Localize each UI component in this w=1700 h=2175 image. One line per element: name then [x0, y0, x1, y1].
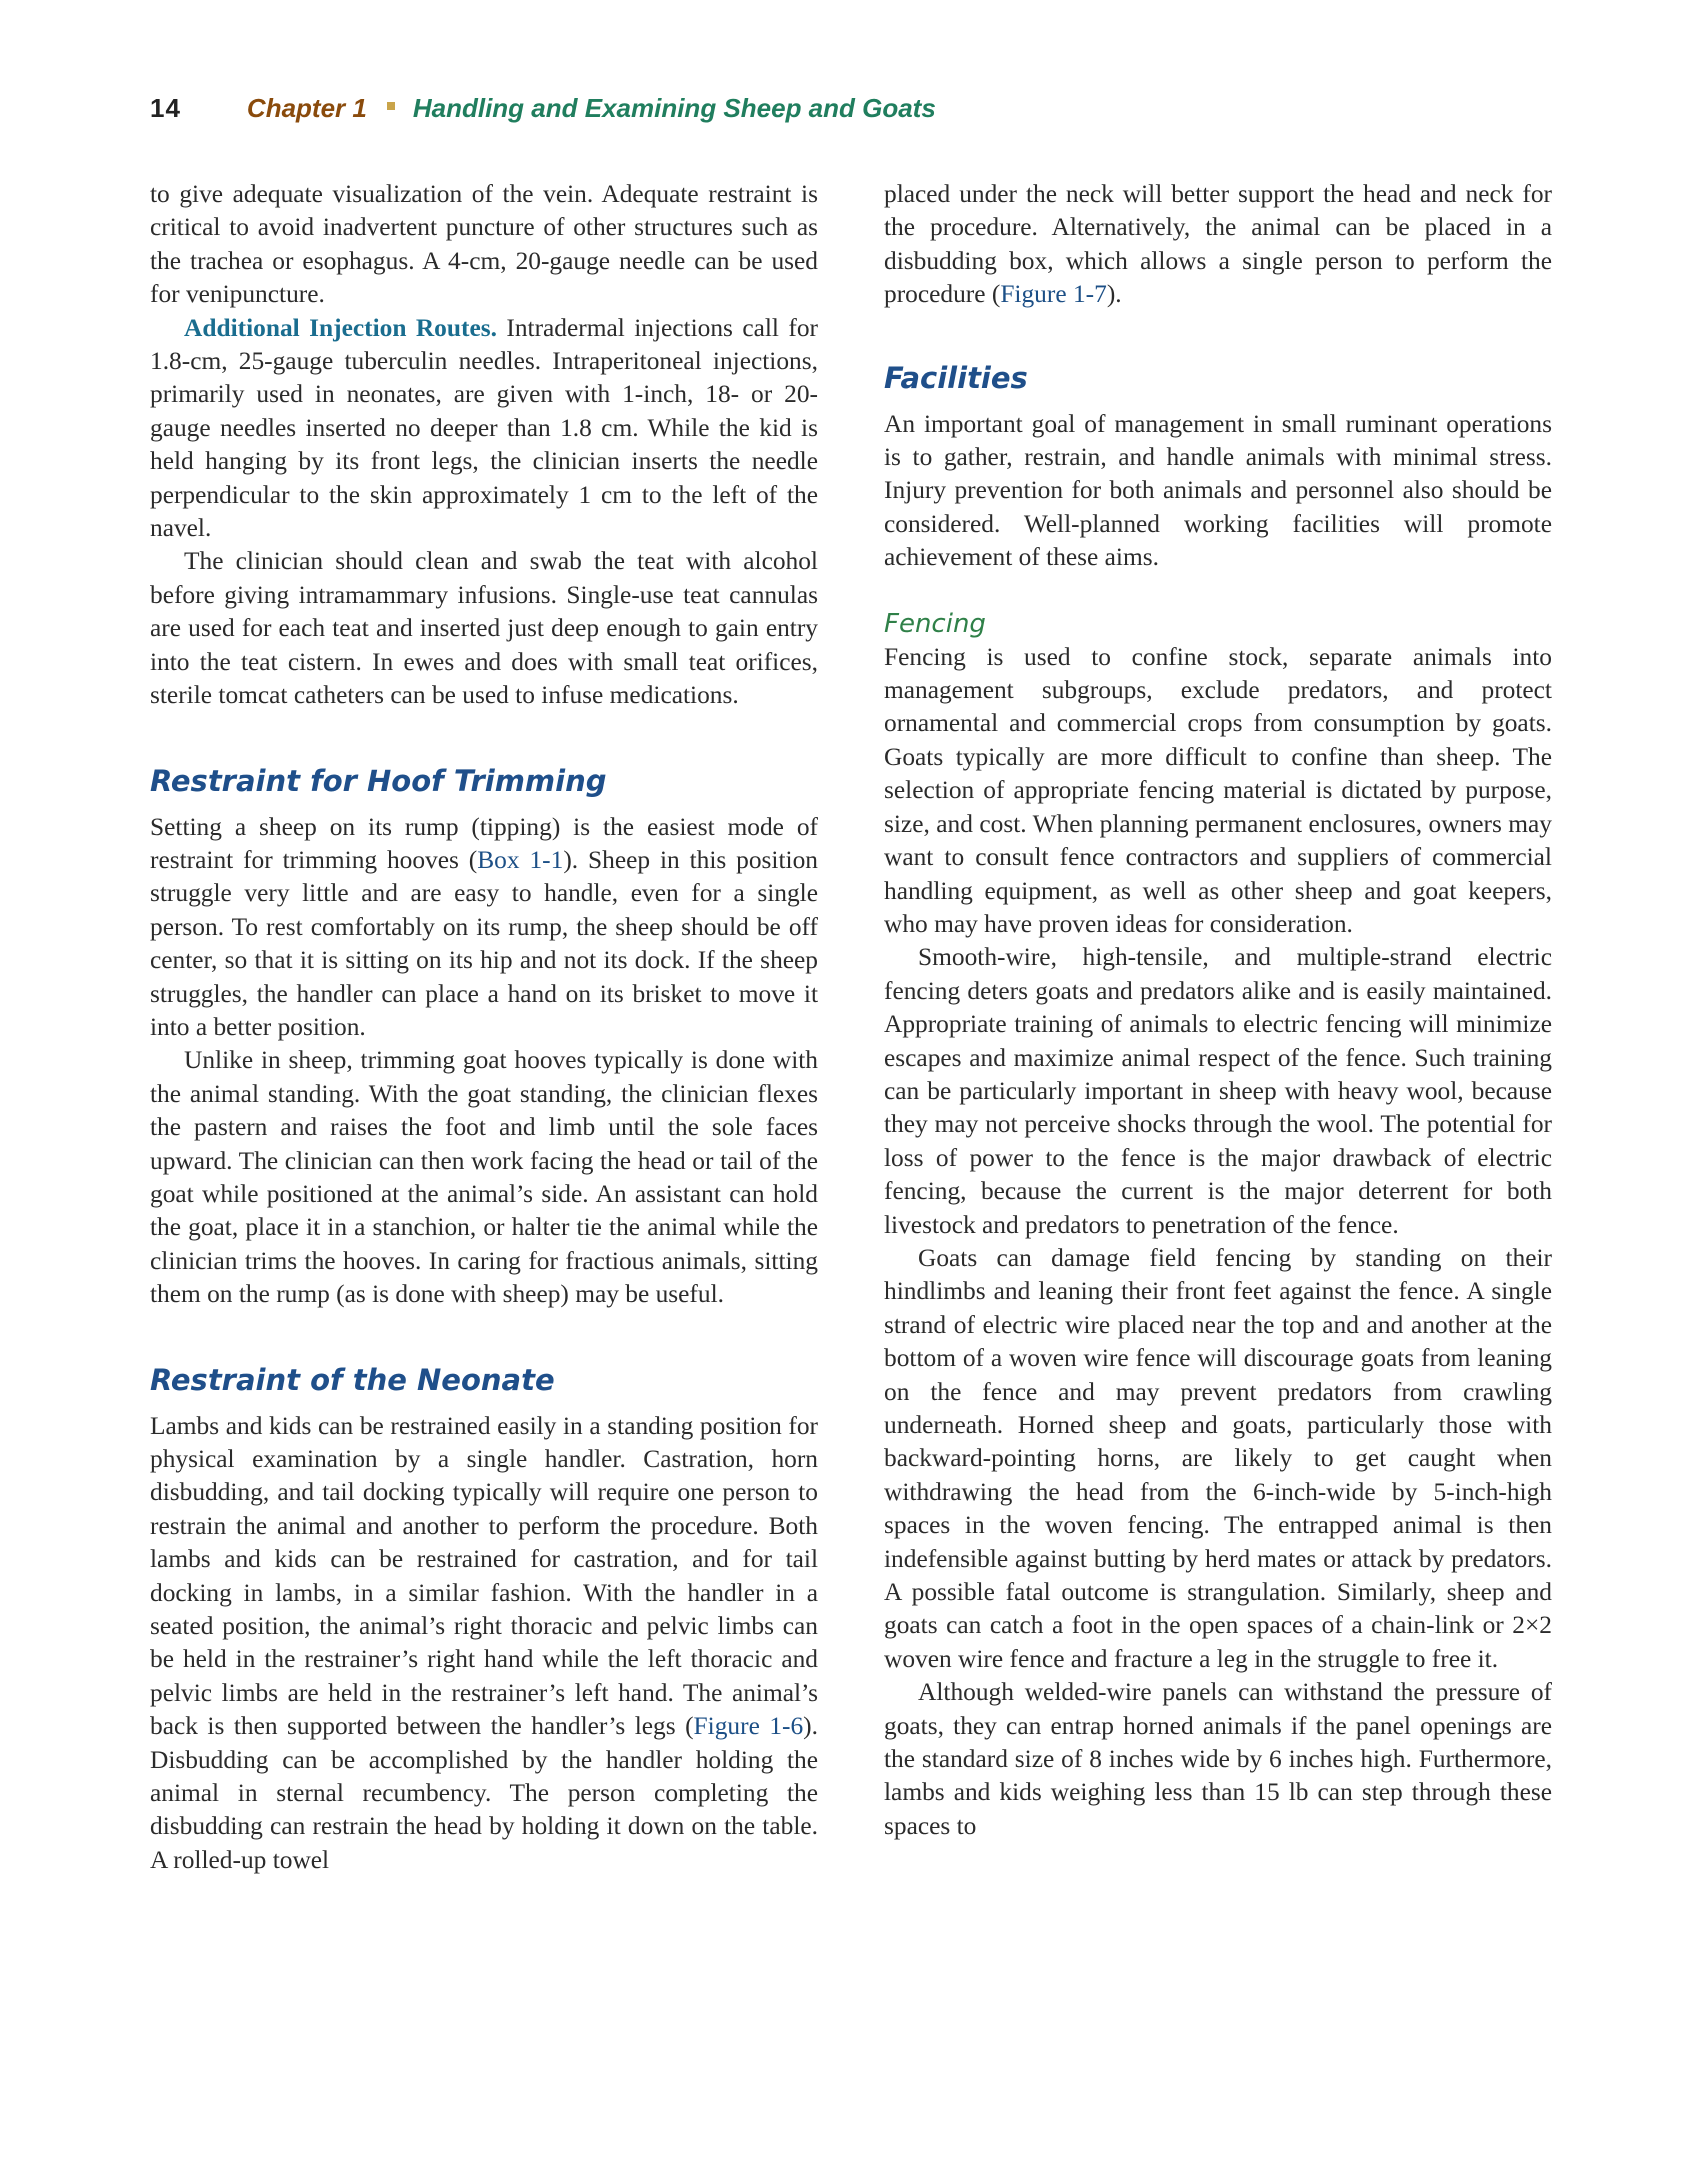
subsection-heading: Fencing [884, 608, 986, 639]
chapter-label: Chapter 1 [246, 92, 367, 123]
paragraph: Fencing is used to confine stock, separate animals into management subgroups, exclude predators, and protect ornamental and commercial crops from consumption by goats. Goats typically are more difficult to confine than sheep. The selection of appropriate fencing material is dictated by purpose, size, and cost. When planning permanent enclosures, owners may want to consult fence contractors and suppliers of commercial handling equipment, as well as other sheep and goat keepers, who may have proven ideas for consideration. [884, 642, 1552, 938]
left-column [150, 178, 818, 1877]
paragraph [884, 178, 1552, 312]
box-reference-link[interactable]: Box 1-1 [477, 845, 564, 874]
paragraph: The clinician should clean and swab the teat with alcohol before giving intramammary infusions. Single-use teat cannulas are used for each teat and inserted just deep enough to gain entry into the teat cistern. In ewes and does with small teat orifices, sterile tomcat catheters can be used to infuse medications. [150, 547, 818, 710]
paragraph [150, 312, 818, 546]
section-heading: Facilities [884, 360, 1028, 395]
paragraph-text: Setting a sheep on its rump (tipping) is the easiest mode of restraint for trimming hooves ( [150, 812, 818, 874]
paragraph-text: Intradermal injections call for 1.8-cm, 25-gauge tuberculin needles. Intraperitoneal injections, primarily used in neonates, are given with 1-inch, 18- or 20-gauge needles inserted no deeper than 1.8 cm. While the kid is held hanging by its front legs, the clinician inserts the needle perpendicular to the skin approximately 1 cm to the left of the navel. [150, 313, 818, 543]
figure-reference-link[interactable]: Figure 1-7 [1000, 280, 1107, 309]
page-number: 14 [150, 92, 181, 123]
chapter-title: Handling and Examining Sheep and Goats [412, 92, 936, 123]
bullet-separator-icon [387, 102, 395, 110]
paragraph: to give adequate visualization of the vein. Adequate restraint is critical to avoid inadvertent puncture of other structures such as the trachea or esophagus. A 4-cm, 20-gauge needle can be used for venipuncture. [150, 180, 818, 309]
paragraph-text: placed under the neck will better support the head and neck for the procedure. Alternatively, the animal can be placed in a disbudding box, which allows a single person to perform the procedure ( [884, 180, 1552, 309]
paragraph-text: Lambs and kids can be restrained easily in a standing position for physical examination by a single handler. Castration, horn disbudding, and tail docking typically will require one person to restrain the animal and another to perform the procedure. Both lambs and kids can be restrained for castration, and for tail docking in lambs, in a similar fashion. With the handler in a seated position, the animal’s right thoracic and pelvic limbs can be held in the restrainer’s right hand while the left thoracic and pelvic limbs are held in the restrainer’s left hand. The animal’s back is then supported between the handler’s legs ( [150, 1411, 818, 1741]
paragraph: Unlike in sheep, trimming goat hooves typically is done with the animal standing. With the goat standing, the clinician flexes the pastern and raises the foot and limb until the sole faces upward. The clinician can then work facing the head or tail of the goat while positioned at the animal’s side. An assistant can hold the goat, place it in a stanchion, or halter tie the animal while the clinician trims the hooves. In caring for fractious animals, sitting them on the rump (as is done with sheep) may be useful. [150, 1046, 818, 1309]
right-column [884, 178, 1552, 1843]
figure-reference-link[interactable]: Figure 1-6 [693, 1712, 804, 1741]
paragraph-text: ). [1106, 280, 1122, 309]
paragraph: Goats can damage field fencing by standing on their hindlimbs and leaning their front feet against the fence. A single strand of electric wire placed near the top and and another at the bottom of a woven wire fence will discourage goats from leaning on the fence and may prevent predators from crawling underneath. Horned sheep and goats, particularly those with backward-pointing horns, are likely to get caught when withdrawing the head from the 6-inch-wide by 5-inch-high spaces in the woven fencing. The entrapped animal is then indefensible against butting by herd mates or attack by predators. A possible fatal outcome is strangulation. Similarly, sheep and goats can catch a foot in the open spaces of a chain-link or 2×2 woven wire fence and fracture a leg in the struggle to free it. [884, 1243, 1552, 1673]
running-head [150, 86, 936, 130]
paragraph: Smooth-wire, high-tensile, and multiple-strand electric fencing deters goats and predators alike and is easily maintained. Appropriate training of animals to electric fencing will minimize escapes and maximize animal respect of the fence. Such training can be particularly important in sheep with heavy wool, because they may not perceive shocks through the wool. The potential for loss of power to the fence is the major drawback of electric fencing, because the current is the major deterrent for both livestock and predators to penetration of the fence. [884, 943, 1552, 1239]
paragraph-text: ). Disbudding can be accomplished by the handler holding the animal in sternal recumbency. The person completing the disbudding can restrain the head by holding it down on the table. A rolled-up towel [150, 1712, 818, 1874]
section-heading: Restraint for Hoof Trimming [150, 763, 607, 798]
paragraph: Although welded-wire panels can withstand the pressure of goats, they can entrap horned animals if the panel openings are the standard size of 8 inches wide by 6 inches high. Furthermore, lambs and kids weighing less than 15 lb can step through these spaces to [884, 1678, 1552, 1840]
paragraph [150, 1410, 818, 1878]
run-in-heading: Additional Injection Routes. [184, 313, 497, 342]
paragraph-text: ). Sheep in this position struggle very little and are easy to handle, even for a single person. To rest comfortably on its rump, the sheep should be off center, so that it is sitting on its hip and not its dock. If the sheep struggles, the handler can place a hand on its brisket to move it into a better position. [150, 845, 818, 1041]
paragraph: An important goal of management in small ruminant operations is to gather, restrain, and handle animals with minimal stress. Injury prevention for both animals and personnel also should be considered. Well-planned working facilities will promote achievement of these aims. [884, 409, 1552, 572]
paragraph [150, 811, 818, 1045]
section-heading: Restraint of the Neonate [150, 1362, 555, 1397]
